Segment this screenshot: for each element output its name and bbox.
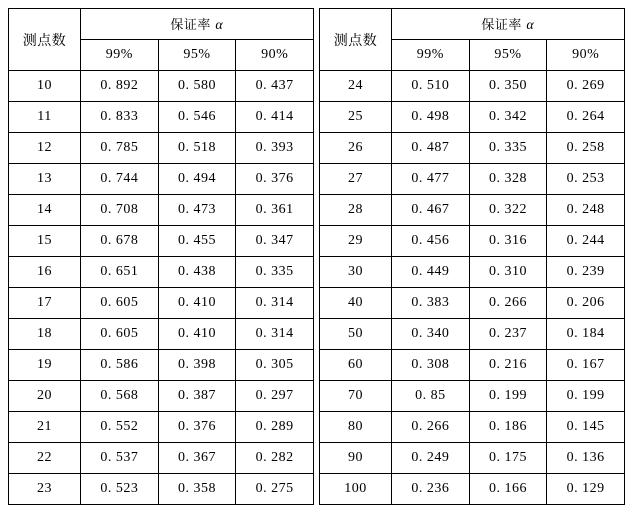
cell-points: 60 [320,350,392,381]
header-guarantee-label-left: 保证率 [170,18,211,33]
cell-points: 18 [9,319,81,350]
header-guarantee-symbol-left: α [215,18,224,33]
cell-points: 14 [9,195,81,226]
cell-points: 19 [9,350,81,381]
cell-points: 24 [320,71,392,102]
data-table-right [319,8,625,505]
cell-v90: 0. 393 [236,133,314,164]
cell-v99: 0. 456 [392,226,470,257]
cell-v95: 0. 316 [469,226,547,257]
cell-v99: 0. 833 [81,102,159,133]
cell-v90: 0. 136 [547,443,625,474]
cell-v90: 0. 184 [547,319,625,350]
cell-v99: 0. 467 [392,195,470,226]
cell-v90: 0. 206 [547,288,625,319]
table-row [9,257,314,288]
cell-points: 20 [9,381,81,412]
cell-v99: 0. 85 [392,381,470,412]
cell-v95: 0. 438 [158,257,236,288]
cell-v99: 0. 568 [81,381,159,412]
cell-points: 26 [320,133,392,164]
cell-v99: 0. 605 [81,288,159,319]
cell-v90: 0. 437 [236,71,314,102]
cell-v90: 0. 414 [236,102,314,133]
header-guarantee-right [392,9,625,40]
cell-v90: 0. 145 [547,412,625,443]
cell-v90: 0. 239 [547,257,625,288]
cell-v90: 0. 347 [236,226,314,257]
cell-v99: 0. 552 [81,412,159,443]
table-row [320,71,625,102]
table-row [320,443,625,474]
cell-points: 13 [9,164,81,195]
cell-v95: 0. 473 [158,195,236,226]
cell-v90: 0. 335 [236,257,314,288]
cell-v99: 0. 892 [81,71,159,102]
header-row-top-right [320,9,625,40]
table-row [9,350,314,381]
table-row [320,319,625,350]
cell-v95: 0. 175 [469,443,547,474]
cell-points: 11 [9,102,81,133]
cell-v90: 0. 199 [547,381,625,412]
table-row [9,164,314,195]
cell-v90: 0. 129 [547,474,625,505]
table-head-right [320,9,625,71]
table-row [9,133,314,164]
header-points-left: 测点数 [9,9,81,71]
cell-v99: 0. 449 [392,257,470,288]
cell-v95: 0. 410 [158,288,236,319]
cell-v90: 0. 297 [236,381,314,412]
cell-v90: 0. 361 [236,195,314,226]
cell-v90: 0. 244 [547,226,625,257]
cell-v99: 0. 266 [392,412,470,443]
cell-v99: 0. 383 [392,288,470,319]
cell-v99: 0. 708 [81,195,159,226]
cell-v95: 0. 455 [158,226,236,257]
cell-v99: 0. 785 [81,133,159,164]
cell-points: 90 [320,443,392,474]
header-level-90-left: 90% [236,40,314,71]
cell-points: 29 [320,226,392,257]
header-row-top-left [9,9,314,40]
cell-v99: 0. 308 [392,350,470,381]
cell-v90: 0. 305 [236,350,314,381]
table-row [9,474,314,505]
cell-points: 17 [9,288,81,319]
cell-v99: 0. 586 [81,350,159,381]
table-row [9,381,314,412]
table-row [320,381,625,412]
cell-v90: 0. 264 [547,102,625,133]
cell-v90: 0. 269 [547,71,625,102]
cell-points: 40 [320,288,392,319]
cell-v95: 0. 358 [158,474,236,505]
cell-v95: 0. 342 [469,102,547,133]
table-row [320,288,625,319]
table-row [9,412,314,443]
table-row [320,412,625,443]
header-level-95-left: 95% [158,40,236,71]
header-level-95-right: 95% [469,40,547,71]
cell-v95: 0. 546 [158,102,236,133]
cell-points: 50 [320,319,392,350]
cell-v99: 0. 678 [81,226,159,257]
table-row [9,288,314,319]
cell-v99: 0. 651 [81,257,159,288]
table-sheet [8,8,625,500]
cell-v99: 0. 249 [392,443,470,474]
header-guarantee-label-right: 保证率 [481,18,522,33]
table-row [320,164,625,195]
header-level-99-left: 99% [81,40,159,71]
cell-v95: 0. 166 [469,474,547,505]
cell-points: 22 [9,443,81,474]
cell-v95: 0. 580 [158,71,236,102]
cell-v95: 0. 322 [469,195,547,226]
table-row [9,226,314,257]
table-row [9,195,314,226]
cell-points: 16 [9,257,81,288]
cell-points: 100 [320,474,392,505]
cell-v90: 0. 376 [236,164,314,195]
cell-v95: 0. 328 [469,164,547,195]
cell-points: 25 [320,102,392,133]
table-row [320,102,625,133]
table-row [320,350,625,381]
table-row [320,195,625,226]
cell-v95: 0. 199 [469,381,547,412]
cell-points: 70 [320,381,392,412]
cell-v90: 0. 167 [547,350,625,381]
cell-v95: 0. 367 [158,443,236,474]
header-level-90-right: 90% [547,40,625,71]
cell-v90: 0. 314 [236,319,314,350]
table-row [9,102,314,133]
cell-v95: 0. 387 [158,381,236,412]
cell-v95: 0. 350 [469,71,547,102]
cell-points: 12 [9,133,81,164]
cell-v99: 0. 510 [392,71,470,102]
table-body-right [320,71,625,505]
data-table-left [8,8,314,505]
cell-v99: 0. 523 [81,474,159,505]
cell-v90: 0. 282 [236,443,314,474]
header-points-right: 测点数 [320,9,392,71]
table-row [9,319,314,350]
cell-v95: 0. 494 [158,164,236,195]
table-body-left [9,71,314,505]
cell-v99: 0. 744 [81,164,159,195]
cell-points: 10 [9,71,81,102]
cell-v90: 0. 314 [236,288,314,319]
cell-points: 28 [320,195,392,226]
cell-v90: 0. 258 [547,133,625,164]
cell-points: 30 [320,257,392,288]
cell-v99: 0. 537 [81,443,159,474]
cell-v99: 0. 477 [392,164,470,195]
cell-v95: 0. 376 [158,412,236,443]
table-row [9,71,314,102]
cell-points: 15 [9,226,81,257]
table-row [9,443,314,474]
cell-v95: 0. 310 [469,257,547,288]
cell-v99: 0. 236 [392,474,470,505]
cell-points: 23 [9,474,81,505]
table-row [320,133,625,164]
cell-v95: 0. 186 [469,412,547,443]
cell-v99: 0. 605 [81,319,159,350]
cell-v95: 0. 266 [469,288,547,319]
cell-v95: 0. 398 [158,350,236,381]
cell-v90: 0. 253 [547,164,625,195]
table-row [320,226,625,257]
table-row [320,257,625,288]
header-level-99-right: 99% [392,40,470,71]
cell-v95: 0. 410 [158,319,236,350]
table-head-left [9,9,314,71]
header-guarantee-symbol-right: α [526,18,535,33]
cell-points: 21 [9,412,81,443]
table-row [320,474,625,505]
header-guarantee-left [81,9,314,40]
cell-v90: 0. 289 [236,412,314,443]
cell-v95: 0. 335 [469,133,547,164]
cell-v95: 0. 216 [469,350,547,381]
cell-points: 80 [320,412,392,443]
cell-v90: 0. 248 [547,195,625,226]
cell-v95: 0. 237 [469,319,547,350]
cell-v95: 0. 518 [158,133,236,164]
cell-v90: 0. 275 [236,474,314,505]
cell-v99: 0. 487 [392,133,470,164]
cell-v99: 0. 340 [392,319,470,350]
cell-v99: 0. 498 [392,102,470,133]
cell-points: 27 [320,164,392,195]
